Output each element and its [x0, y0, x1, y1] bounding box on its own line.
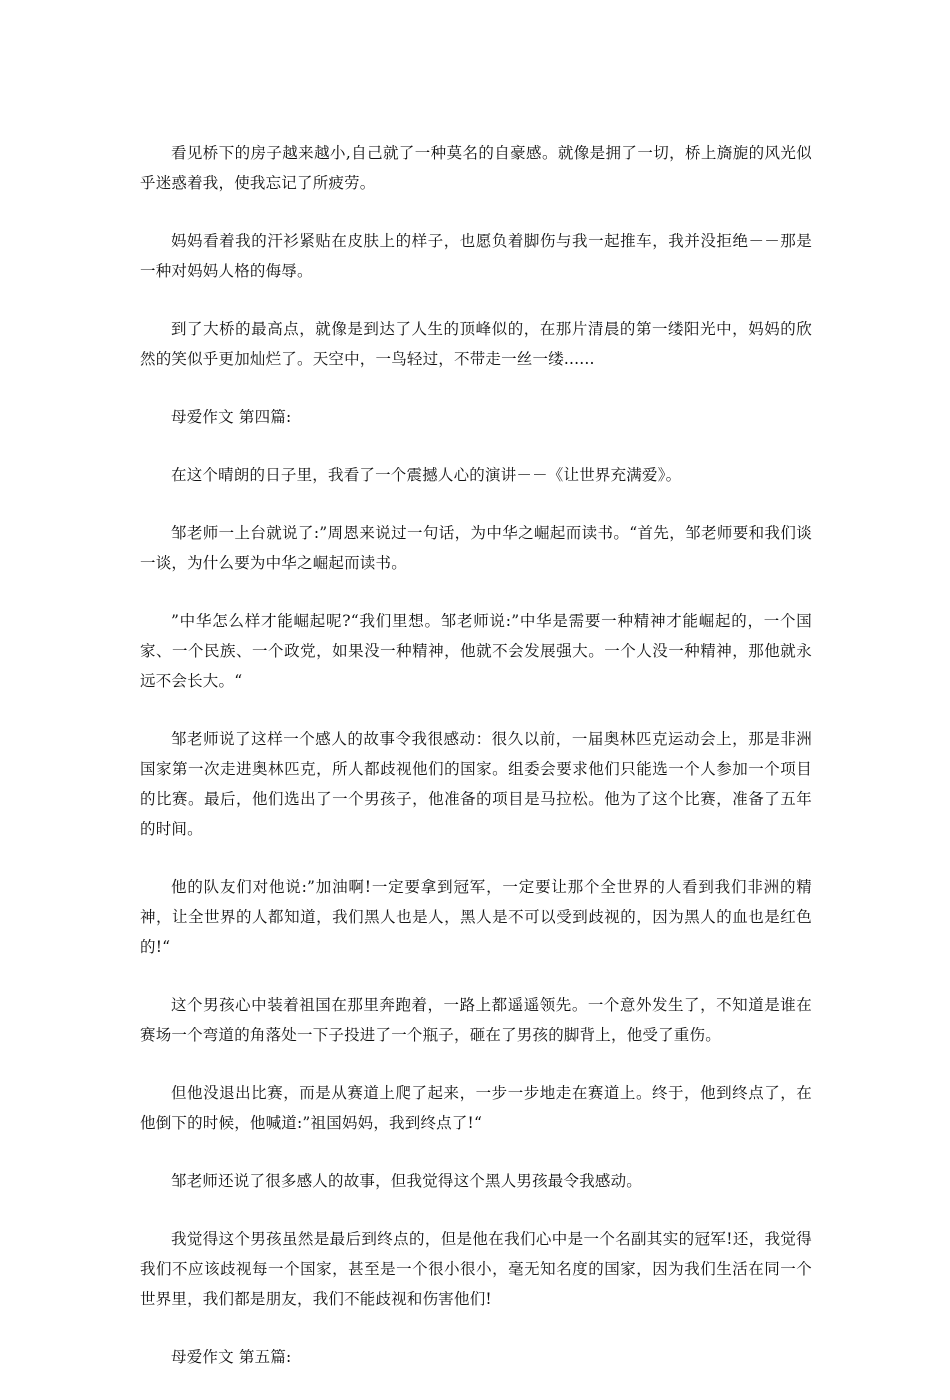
section-heading-4: 母爱作文 第四篇: [171, 408, 292, 426]
document-page [140, 138, 812, 1400]
paragraph-10: 这个男孩心中装着祖国在那里奔跑着，一路上都遥遥领先。一个意外发生了，不知道是谁在赛场一个弯道的角落处一下子投进了一个瓶子，砸在了男孩的脚背上，他受了重伤。 [140, 996, 812, 1044]
paragraph-7: ”中华怎么样才能崛起呢?“我们里想。邹老师说:”中华是需要一种精神才能崛起的，一个国家、一个民族、一个政党，如果没一种精神，他就不会发展强大。一个人没一种精神，那他就永远不会长大。“ [140, 612, 812, 690]
paragraph-3: 到了大桥的最高点，就像是到达了人生的顶峰似的，在那片清晨的第一缕阳光中，妈妈的欣然的笑似乎更加灿烂了。天空中，一鸟轻过，不带走一丝一缕...... [140, 320, 812, 368]
paragraph-2: 妈妈看着我的汗衫紧贴在皮肤上的样子，也愿负着脚伤与我一起推车，我并没拒绝－－那是一种对妈妈人格的侮辱。 [140, 232, 812, 280]
paragraph-9: 他的队友们对他说:”加油啊!一定要拿到冠军，一定要让那个全世界的人看到我们非洲的精神，让全世界的人都知道，我们黑人也是人，黑人是不可以受到歧视的，因为黑人的血也是红色的!“ [140, 878, 812, 956]
paragraph-8: 邹老师说了这样一个感人的故事令我很感动：很久以前，一届奥林匹克运动会上，那是非洲国家第一次走进奥林匹克，所人都歧视他们的国家。组委会要求他们只能选一个人参加一个项目的比赛。最后，他们选出了一个男孩子，他准备的项目是马拉松。他为了这个比赛，准备了五年的时间。 [140, 730, 812, 838]
paragraph-13: 我觉得这个男孩虽然是最后到终点的，但是他在我们心中是一个名副其实的冠军!还，我觉得我们不应该歧视每一个国家，甚至是一个很小很小，毫无知名度的国家，因为我们生活在同一个世界里，我们都是朋友，我们不能歧视和伤害他们! [140, 1230, 812, 1308]
paragraph-1: 看见桥下的房子越来越小,自己就了一种莫名的自豪感。就像是拥了一切，桥上旖旎的风光似乎迷惑着我，使我忘记了所疲劳。 [140, 144, 812, 192]
paragraph-5: 在这个晴朗的日子里，我看了一个震撼人心的演讲－－《让世界充满爱》。 [171, 466, 682, 484]
paragraph-11: 但他没退出比赛，而是从赛道上爬了起来，一步一步地走在赛道上。终于，他到终点了，在他倒下的时候，他喊道:”祖国妈妈，我到终点了!“ [140, 1084, 812, 1132]
section-heading-5: 母爱作文 第五篇: [171, 1348, 292, 1366]
paragraph-6: 邹老师一上台就说了:”周恩来说过一句话，为中华之崛起而读书。“首先，邹老师要和我们谈一谈，为什么要为中华之崛起而读书。 [140, 524, 812, 572]
paragraph-12: 邹老师还说了很多感人的故事，但我觉得这个黑人男孩最令我感动。 [171, 1172, 643, 1190]
